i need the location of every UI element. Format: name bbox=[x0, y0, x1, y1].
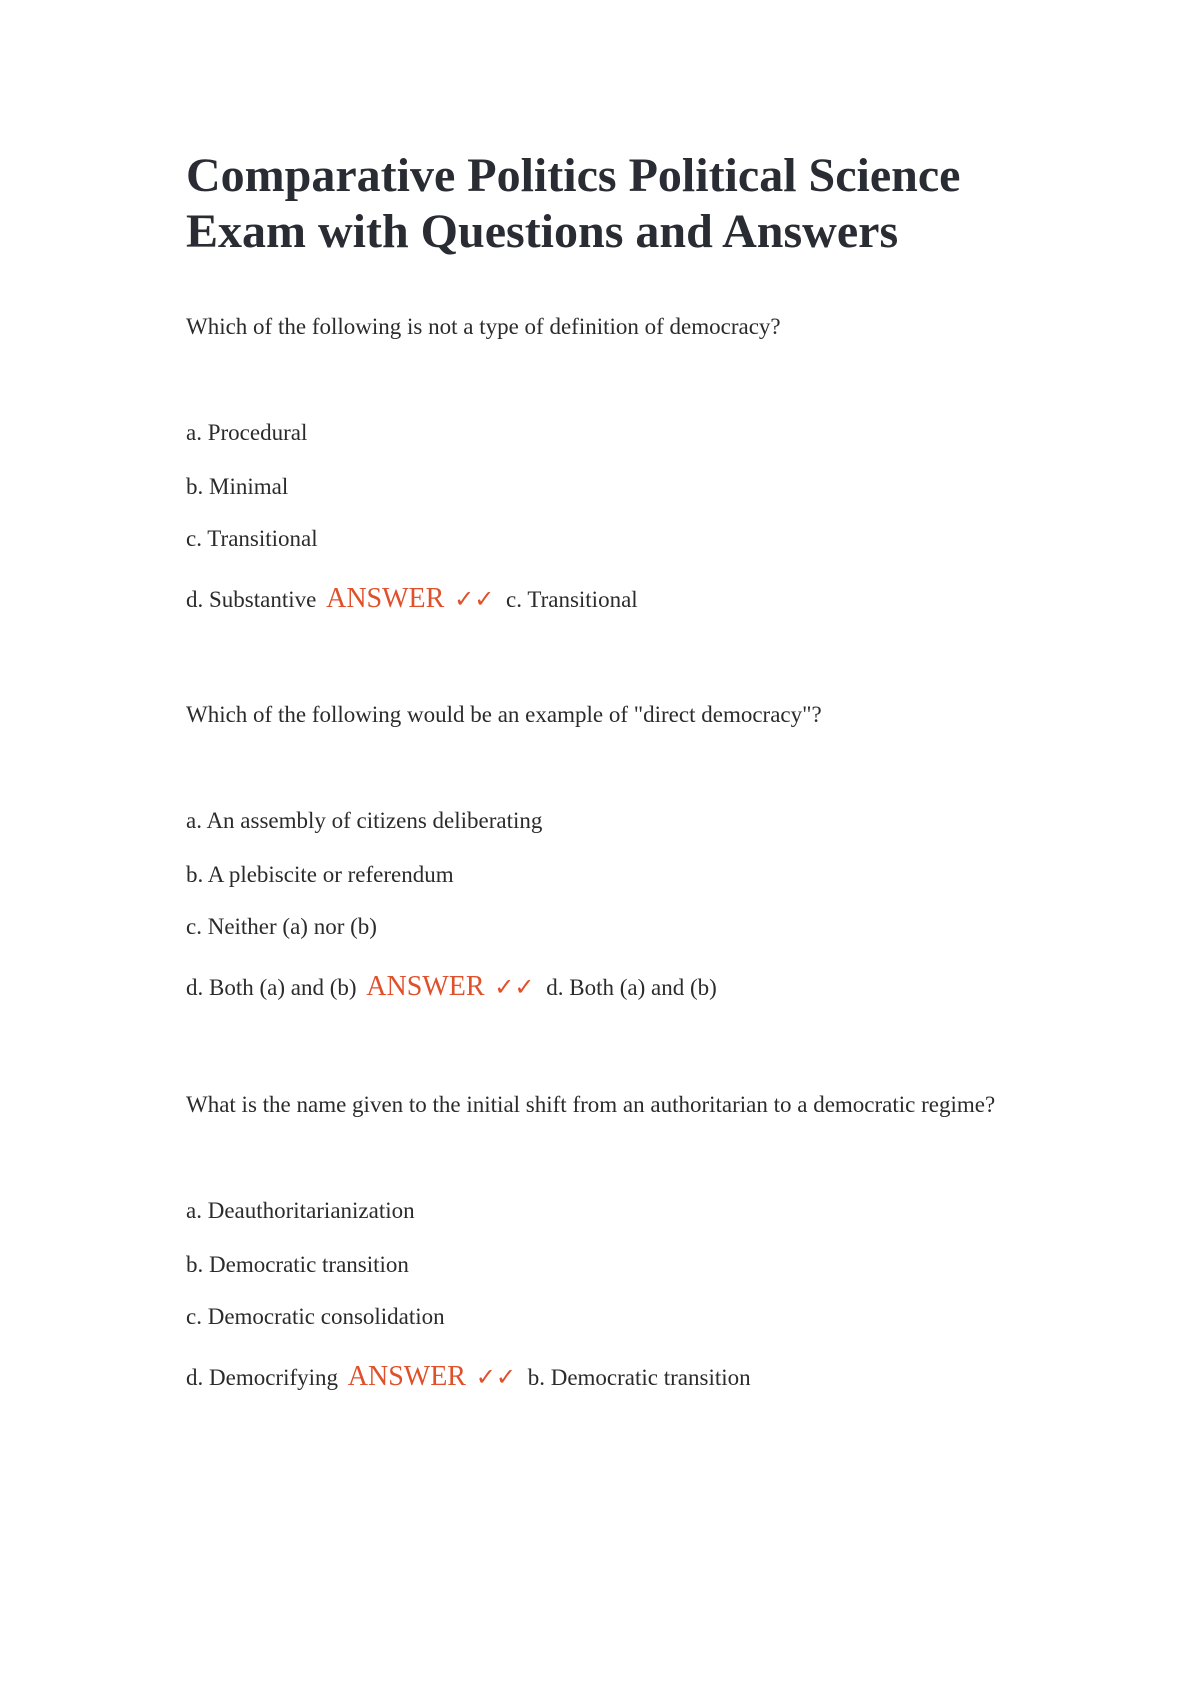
question-block-1 bbox=[186, 312, 1126, 632]
answer-option-a: a. An assembly of citizens deliberating bbox=[186, 808, 543, 833]
answer-option-b: b. Democratic transition bbox=[186, 1252, 409, 1277]
question-block-3 bbox=[186, 1090, 1126, 1410]
question-prompt: Which of the following would be an example of "direct democracy"? bbox=[186, 702, 822, 727]
answer-option-d-line bbox=[186, 1362, 751, 1393]
double-check-icon: ✓✓ bbox=[494, 975, 535, 1001]
correct-answer: c. Transitional bbox=[506, 587, 638, 612]
answer-option-b: b. A plebiscite or referendum bbox=[186, 862, 454, 887]
answer-option-d: d. Both (a) and (b) bbox=[186, 975, 357, 1000]
question-block-2 bbox=[186, 700, 1126, 1020]
answer-option-a: a. Procedural bbox=[186, 420, 308, 445]
correct-answer: d. Both (a) and (b) bbox=[546, 975, 717, 1000]
answer-option-c: c. Neither (a) nor (b) bbox=[186, 914, 377, 939]
answer-label: ANSWER bbox=[326, 583, 445, 614]
document-title: Comparative Politics Political Science Exam with Questions and Answers bbox=[186, 149, 961, 258]
answer-option-d-line bbox=[186, 972, 717, 1003]
answer-option-d-line bbox=[186, 584, 638, 615]
double-check-icon: ✓✓ bbox=[454, 587, 495, 613]
correct-answer: b. Democratic transition bbox=[527, 1365, 751, 1390]
double-check-icon: ✓✓ bbox=[475, 1365, 516, 1391]
answer-option-a: a. Deauthoritarianization bbox=[186, 1198, 415, 1223]
answer-label: ANSWER bbox=[347, 1361, 466, 1392]
answer-option-c: c. Transitional bbox=[186, 526, 318, 551]
question-prompt: Which of the following is not a type of definition of democracy? bbox=[186, 314, 781, 339]
question-prompt: What is the name given to the initial shift from an authoritarian to a democratic regime? bbox=[186, 1092, 996, 1117]
answer-option-d: d. Substantive bbox=[186, 587, 317, 612]
answer-option-b: b. Minimal bbox=[186, 474, 289, 499]
answer-label: ANSWER bbox=[366, 971, 485, 1002]
answer-option-c: c. Democratic consolidation bbox=[186, 1304, 445, 1329]
answer-option-d: d. Democrifying bbox=[186, 1365, 339, 1390]
